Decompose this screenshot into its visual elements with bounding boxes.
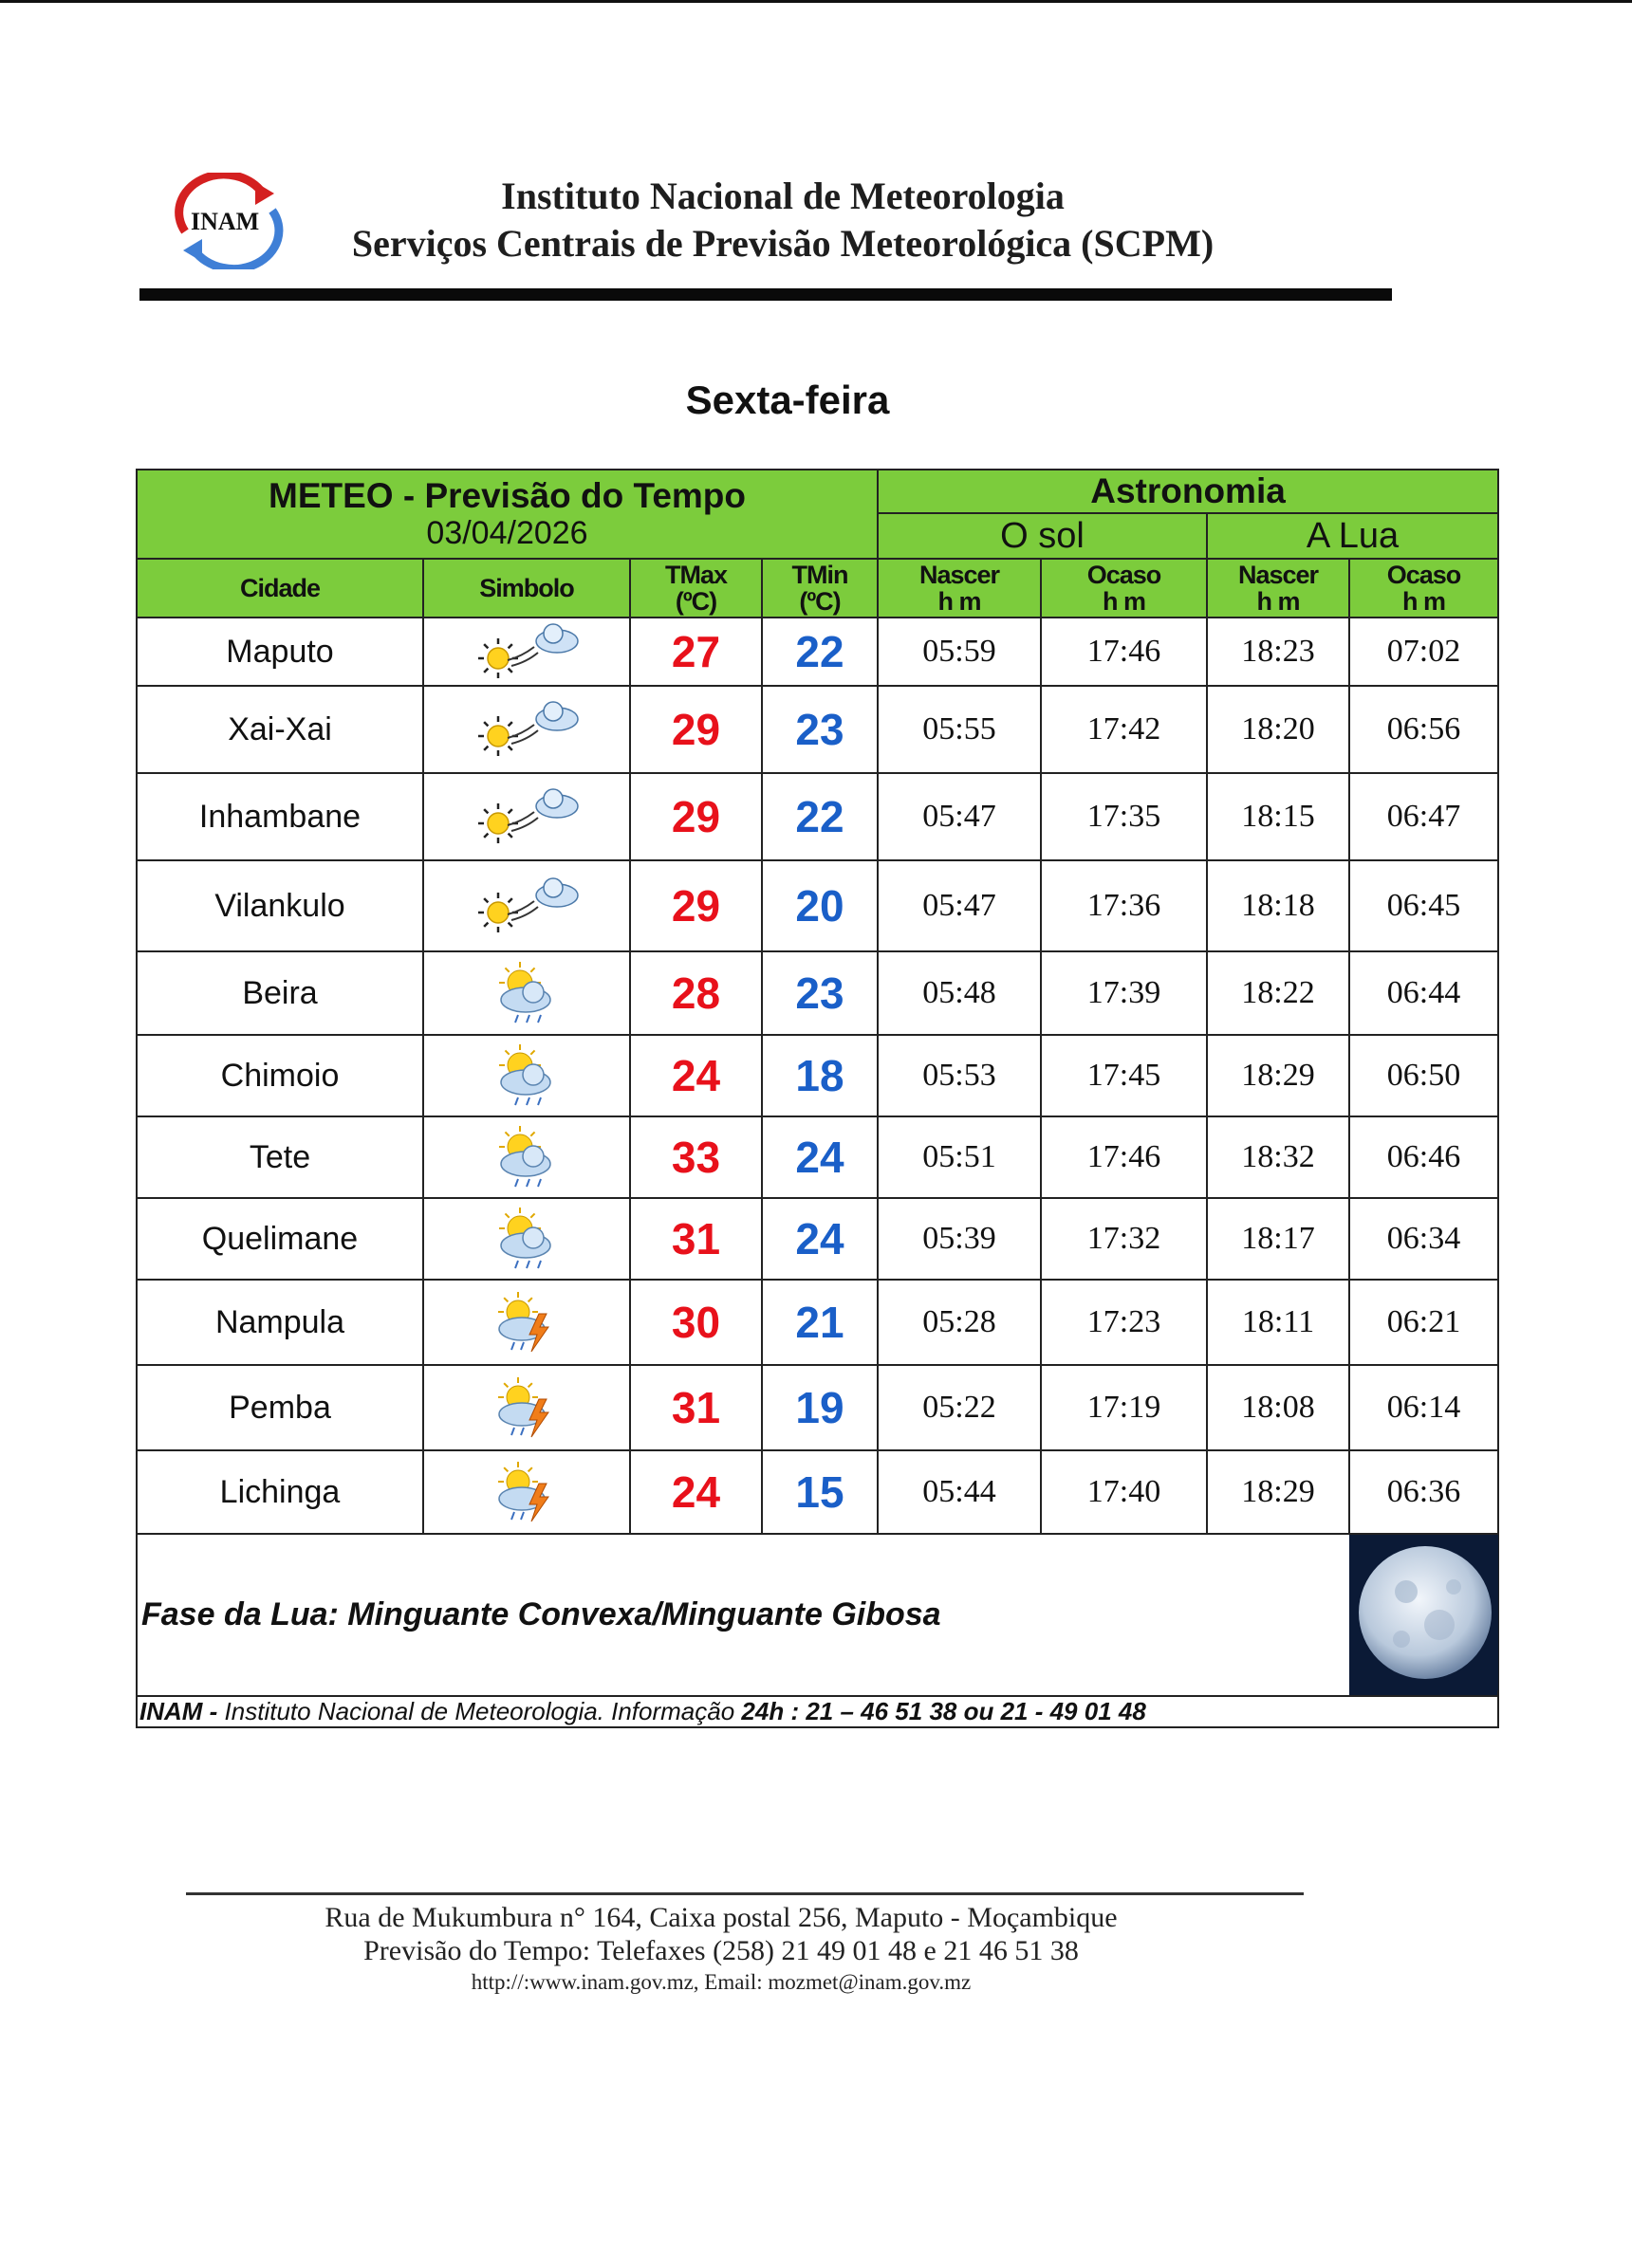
tmax-value: 27 <box>630 618 762 686</box>
tmin-value: 23 <box>762 686 878 773</box>
col-city: Cidade <box>137 559 423 618</box>
city-name: Pemba <box>137 1365 423 1450</box>
sun-set-time: 17:46 <box>1041 618 1207 686</box>
tmax-value: 31 <box>630 1365 762 1450</box>
sun-rise-time: 05:59 <box>878 618 1041 686</box>
col-tmax: TMax (ºC) <box>630 559 762 618</box>
header-title <box>342 173 1224 267</box>
tmin-value: 24 <box>762 1198 878 1280</box>
moon-rise-time: 18:08 <box>1207 1365 1349 1450</box>
moon-rise-time: 18:20 <box>1207 686 1349 773</box>
table-row <box>137 686 1498 773</box>
sun-rise-time: 05:39 <box>878 1198 1041 1280</box>
tmin-value: 19 <box>762 1365 878 1450</box>
table-row <box>137 1280 1498 1365</box>
moon-icon <box>1349 1535 1498 1690</box>
col-sun-set: Ocaso h m <box>1041 559 1207 618</box>
logo-text: INAM <box>191 208 260 235</box>
moon-header: A Lua <box>1207 513 1498 559</box>
top-border <box>0 0 1632 3</box>
moon-set-time: 06:36 <box>1349 1450 1498 1534</box>
sun-set-time: 17:36 <box>1041 860 1207 951</box>
sun-set-time: 17:23 <box>1041 1280 1207 1365</box>
sun-cloud-rain-icon <box>424 1042 629 1109</box>
tmax-value: 33 <box>630 1116 762 1198</box>
table-row <box>137 773 1498 860</box>
sun-cloud-wind-icon <box>424 873 629 939</box>
weather-symbol <box>423 1280 630 1365</box>
sun-rise-time: 05:53 <box>878 1035 1041 1116</box>
table-row <box>137 1198 1498 1280</box>
forecast-title: METEO - Previsão do Tempo <box>269 476 747 515</box>
weather-symbol <box>423 1116 630 1198</box>
sun-rise-time: 05:55 <box>878 686 1041 773</box>
tmax-value: 24 <box>630 1450 762 1534</box>
tmax-value: 24 <box>630 1035 762 1116</box>
weather-symbol <box>423 1035 630 1116</box>
footer-phone: Previsão do Tempo: Telefaxes (258) 21 49 01 48 e 21 46 51 38 <box>363 1935 1079 1966</box>
moon-image <box>1349 1534 1498 1696</box>
city-name: Chimoio <box>137 1035 423 1116</box>
col-moon-rise: Nascer h m <box>1207 559 1349 618</box>
table-row <box>137 951 1498 1035</box>
tmin-value: 15 <box>762 1450 878 1534</box>
moon-rise-time: 18:15 <box>1207 773 1349 860</box>
table-row <box>137 1116 1498 1198</box>
city-name: Tete <box>137 1116 423 1198</box>
moon-phase: Fase da Lua: Minguante Convexa/Minguante Gibosa <box>137 1534 1349 1696</box>
city-name: Lichinga <box>137 1450 423 1534</box>
tmax-value: 29 <box>630 773 762 860</box>
tmax-value: 31 <box>630 1198 762 1280</box>
moon-set-time: 06:14 <box>1349 1365 1498 1450</box>
table-row <box>137 618 1498 686</box>
city-name: Nampula <box>137 1280 423 1365</box>
sun-cloud-thunder-icon <box>424 1374 629 1441</box>
moon-set-time: 06:44 <box>1349 951 1498 1035</box>
sun-cloud-wind-icon <box>424 618 629 685</box>
tmin-value: 22 <box>762 773 878 860</box>
tmin-value: 23 <box>762 951 878 1035</box>
city-name: Beira <box>137 951 423 1035</box>
sun-set-time: 17:32 <box>1041 1198 1207 1280</box>
city-name: Vilankulo <box>137 860 423 951</box>
city-name: Maputo <box>137 618 423 686</box>
sun-rise-time: 05:28 <box>878 1280 1041 1365</box>
tmin-value: 24 <box>762 1116 878 1198</box>
tmax-value: 29 <box>630 686 762 773</box>
moon-rise-time: 18:32 <box>1207 1116 1349 1198</box>
weather-symbol <box>423 951 630 1035</box>
sun-rise-time: 05:47 <box>878 860 1041 951</box>
header-rule <box>139 288 1392 301</box>
astronomy-header: Astronomia <box>878 470 1498 513</box>
sun-rise-time: 05:22 <box>878 1365 1041 1450</box>
moon-rise-time: 18:22 <box>1207 951 1349 1035</box>
weather-symbol <box>423 773 630 860</box>
weather-symbol <box>423 1450 630 1534</box>
col-sun-rise: Nascer h m <box>878 559 1041 618</box>
weather-symbol <box>423 860 630 951</box>
table-row <box>137 1035 1498 1116</box>
moon-set-time: 06:45 <box>1349 860 1498 951</box>
moon-set-time: 06:56 <box>1349 686 1498 773</box>
sun-set-time: 17:39 <box>1041 951 1207 1035</box>
table-row <box>137 1450 1498 1534</box>
sun-header: O sol <box>878 513 1207 559</box>
sun-rise-time: 05:51 <box>878 1116 1041 1198</box>
weather-symbol <box>423 1198 630 1280</box>
moon-set-time: 06:50 <box>1349 1035 1498 1116</box>
weather-symbol <box>423 1365 630 1450</box>
moon-set-time: 06:34 <box>1349 1198 1498 1280</box>
tmin-value: 22 <box>762 618 878 686</box>
sun-cloud-rain-icon <box>424 1206 629 1272</box>
moon-rise-time: 18:11 <box>1207 1280 1349 1365</box>
sun-set-time: 17:42 <box>1041 686 1207 773</box>
city-name: Inhambane <box>137 773 423 860</box>
col-tmin: TMin (ºC) <box>762 559 878 618</box>
weather-symbol <box>423 618 630 686</box>
moon-rise-time: 18:17 <box>1207 1198 1349 1280</box>
inam-logo <box>157 173 299 269</box>
tmax-value: 28 <box>630 951 762 1035</box>
institute-name: Instituto Nacional de Meteorologia <box>501 175 1065 217</box>
day-title: Sexta-feira <box>685 378 890 422</box>
weather-symbol <box>423 686 630 773</box>
forecast-date: 03/04/2026 <box>426 515 588 551</box>
tmin-value: 21 <box>762 1280 878 1365</box>
sun-cloud-wind-icon <box>424 784 629 850</box>
moon-rise-time: 18:29 <box>1207 1035 1349 1116</box>
sun-cloud-rain-icon <box>424 960 629 1026</box>
table-row <box>137 1365 1498 1450</box>
moon-set-time: 06:46 <box>1349 1116 1498 1198</box>
sun-cloud-wind-icon <box>424 696 629 763</box>
moon-rise-time: 18:23 <box>1207 618 1349 686</box>
moon-rise-time: 18:29 <box>1207 1450 1349 1534</box>
sun-cloud-rain-icon <box>424 1124 629 1190</box>
tmax-value: 29 <box>630 860 762 951</box>
tmax-value: 30 <box>630 1280 762 1365</box>
sun-cloud-thunder-icon <box>424 1289 629 1355</box>
table-footer: INAM - Instituto Nacional de Meteorologia. Informação 24h : 21 – 46 51 38 ou 21 - 49 01 48 <box>137 1696 1498 1727</box>
col-symbol: Simbolo <box>423 559 630 618</box>
sun-rise-time: 05:48 <box>878 951 1041 1035</box>
footer-rule <box>186 1892 1304 1895</box>
forecast-table <box>136 469 1499 1728</box>
col-moon-set: Ocaso h m <box>1349 559 1498 618</box>
sun-set-time: 17:46 <box>1041 1116 1207 1198</box>
tmin-value: 20 <box>762 860 878 951</box>
city-name: Quelimane <box>137 1198 423 1280</box>
footer-web: http://:www.inam.gov.mz, Email: mozmet@inam.gov.mz <box>471 1970 972 1994</box>
service-name: Serviços Centrais de Previsão Meteorológica (SCPM) <box>351 222 1215 265</box>
moon-set-time: 06:47 <box>1349 773 1498 860</box>
sun-set-time: 17:45 <box>1041 1035 1207 1116</box>
moon-rise-time: 18:18 <box>1207 860 1349 951</box>
sun-cloud-thunder-icon <box>424 1459 629 1525</box>
moon-set-time: 07:02 <box>1349 618 1498 686</box>
sun-set-time: 17:19 <box>1041 1365 1207 1450</box>
tmin-value: 18 <box>762 1035 878 1116</box>
city-name: Xai-Xai <box>137 686 423 773</box>
sun-set-time: 17:35 <box>1041 773 1207 860</box>
forecast-header <box>137 470 878 559</box>
moon-set-time: 06:21 <box>1349 1280 1498 1365</box>
sun-rise-time: 05:47 <box>878 773 1041 860</box>
footer-address: Rua de Mukumbura n° 164, Caixa postal 256, Maputo - Moçambique <box>325 1902 1118 1933</box>
sun-set-time: 17:40 <box>1041 1450 1207 1534</box>
sun-rise-time: 05:44 <box>878 1450 1041 1534</box>
table-row <box>137 860 1498 951</box>
